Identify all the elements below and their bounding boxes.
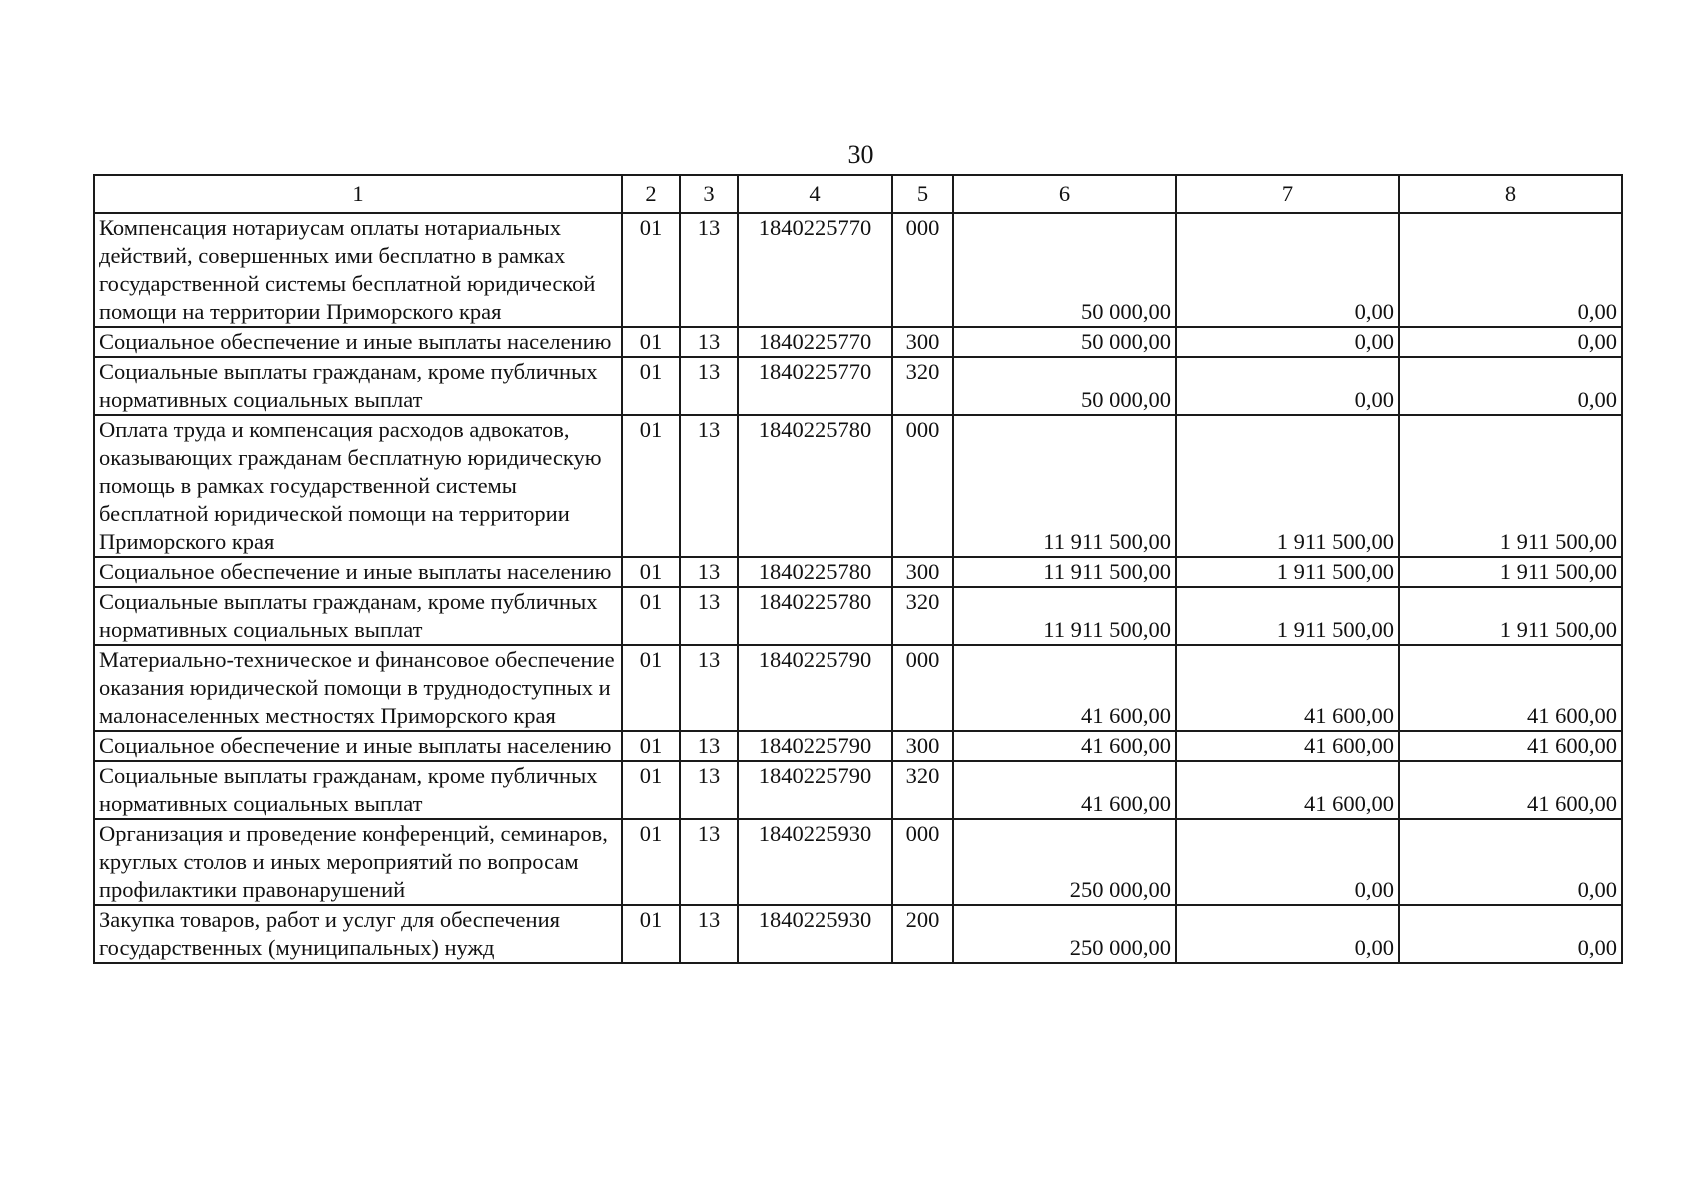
row-description: Организация и проведение конференций, семинаров, круглых столов и иных мероприятий по вопросам профилактики правонарушений	[94, 819, 622, 905]
row-amount-6: 11 911 500,00	[953, 415, 1176, 557]
row-code-5: 300	[892, 731, 953, 761]
row-code-5: 300	[892, 557, 953, 587]
row-amount-8: 0,00	[1399, 819, 1622, 905]
row-code-4: 1840225930	[738, 905, 892, 963]
row-code-5: 320	[892, 357, 953, 415]
row-amount-8: 0,00	[1399, 905, 1622, 963]
row-amount-6: 50 000,00	[953, 213, 1176, 327]
row-amount-8: 1 911 500,00	[1399, 587, 1622, 645]
row-code-3: 13	[680, 213, 738, 327]
row-amount-8: 0,00	[1399, 357, 1622, 415]
header-cell-7: 7	[1176, 175, 1399, 213]
table-row	[94, 761, 1622, 819]
row-code-5: 320	[892, 761, 953, 819]
row-code-4: 1840225780	[738, 557, 892, 587]
table-row	[94, 587, 1622, 645]
row-code-2: 01	[622, 819, 680, 905]
page-number: 30	[847, 140, 874, 169]
table-row	[94, 905, 1622, 963]
row-amount-6: 50 000,00	[953, 327, 1176, 357]
row-amount-7: 1 911 500,00	[1176, 587, 1399, 645]
row-code-5: 320	[892, 587, 953, 645]
row-amount-7: 41 600,00	[1176, 645, 1399, 731]
row-code-3: 13	[680, 415, 738, 557]
header-row	[94, 175, 1622, 213]
row-amount-8: 0,00	[1399, 213, 1622, 327]
row-amount-7: 1 911 500,00	[1176, 415, 1399, 557]
row-code-5: 000	[892, 819, 953, 905]
row-code-3: 13	[680, 357, 738, 415]
row-description: Закупка товаров, работ и услуг для обеспечения государственных (муниципальных) нужд	[94, 905, 622, 963]
row-amount-6: 50 000,00	[953, 357, 1176, 415]
table-row	[94, 731, 1622, 761]
row-amount-6: 250 000,00	[953, 819, 1176, 905]
row-description: Материально-техническое и финансовое обеспечение оказания юридической помощи в труднодоступных и малонаселенных местностях Приморского края	[94, 645, 622, 731]
header-cell-6: 6	[953, 175, 1176, 213]
row-code-3: 13	[680, 819, 738, 905]
row-code-3: 13	[680, 731, 738, 761]
header-cell-3: 3	[680, 175, 738, 213]
row-amount-7: 0,00	[1176, 213, 1399, 327]
row-code-5: 000	[892, 213, 953, 327]
row-code-4: 1840225770	[738, 327, 892, 357]
row-amount-6: 41 600,00	[953, 645, 1176, 731]
row-amount-7: 0,00	[1176, 819, 1399, 905]
row-code-2: 01	[622, 357, 680, 415]
row-description: Социальное обеспечение и иные выплаты населению	[94, 327, 622, 357]
row-code-4: 1840225770	[738, 357, 892, 415]
row-code-2: 01	[622, 731, 680, 761]
row-code-5: 200	[892, 905, 953, 963]
row-description: Оплата труда и компенсация расходов адвокатов, оказывающих гражданам бесплатную юридическую помощь в рамках государственной системы бесплатной юридической помощи на территории Приморского края	[94, 415, 622, 557]
row-amount-6: 11 911 500,00	[953, 587, 1176, 645]
row-code-4: 1840225780	[738, 587, 892, 645]
table-row	[94, 357, 1622, 415]
row-amount-6: 250 000,00	[953, 905, 1176, 963]
header-cell-8: 8	[1399, 175, 1622, 213]
table-row	[94, 645, 1622, 731]
row-code-2: 01	[622, 905, 680, 963]
row-amount-7: 0,00	[1176, 357, 1399, 415]
row-amount-7: 0,00	[1176, 905, 1399, 963]
row-amount-8: 1 911 500,00	[1399, 557, 1622, 587]
row-code-5: 000	[892, 415, 953, 557]
row-code-2: 01	[622, 327, 680, 357]
row-code-2: 01	[622, 645, 680, 731]
header-cell-2: 2	[622, 175, 680, 213]
row-amount-8: 41 600,00	[1399, 761, 1622, 819]
row-amount-8: 1 911 500,00	[1399, 415, 1622, 557]
table-row	[94, 819, 1622, 905]
row-code-5: 300	[892, 327, 953, 357]
row-description: Социальное обеспечение и иные выплаты населению	[94, 731, 622, 761]
row-amount-6: 11 911 500,00	[953, 557, 1176, 587]
row-amount-8: 0,00	[1399, 327, 1622, 357]
row-description: Социальные выплаты гражданам, кроме публичных нормативных социальных выплат	[94, 761, 622, 819]
row-code-3: 13	[680, 761, 738, 819]
row-amount-7: 0,00	[1176, 327, 1399, 357]
table-row	[94, 213, 1622, 327]
row-code-2: 01	[622, 587, 680, 645]
header-cell-4: 4	[738, 175, 892, 213]
row-code-4: 1840225780	[738, 415, 892, 557]
row-description: Социальные выплаты гражданам, кроме публичных нормативных социальных выплат	[94, 357, 622, 415]
row-code-4: 1840225770	[738, 213, 892, 327]
row-amount-6: 41 600,00	[953, 761, 1176, 819]
table-body	[94, 175, 1622, 963]
row-code-5: 000	[892, 645, 953, 731]
table-row	[94, 557, 1622, 587]
row-description: Социальные выплаты гражданам, кроме публичных нормативных социальных выплат	[94, 587, 622, 645]
row-code-3: 13	[680, 327, 738, 357]
row-amount-8: 41 600,00	[1399, 645, 1622, 731]
row-code-4: 1840225790	[738, 731, 892, 761]
budget-table	[93, 174, 1623, 964]
row-code-4: 1840225790	[738, 761, 892, 819]
row-code-2: 01	[622, 415, 680, 557]
header-cell-1: 1	[94, 175, 622, 213]
row-code-3: 13	[680, 905, 738, 963]
header-cell-5: 5	[892, 175, 953, 213]
row-amount-8: 41 600,00	[1399, 731, 1622, 761]
row-code-2: 01	[622, 557, 680, 587]
table-row	[94, 327, 1622, 357]
table-row	[94, 415, 1622, 557]
row-amount-7: 41 600,00	[1176, 761, 1399, 819]
row-amount-7: 1 911 500,00	[1176, 557, 1399, 587]
row-code-4: 1840225930	[738, 819, 892, 905]
row-description: Социальное обеспечение и иные выплаты населению	[94, 557, 622, 587]
row-amount-6: 41 600,00	[953, 731, 1176, 761]
row-code-3: 13	[680, 557, 738, 587]
row-code-4: 1840225790	[738, 645, 892, 731]
row-code-2: 01	[622, 213, 680, 327]
row-code-2: 01	[622, 761, 680, 819]
row-code-3: 13	[680, 587, 738, 645]
row-description: Компенсация нотариусам оплаты нотариальных действий, совершенных ими бесплатно в рамках государственной системы бесплатной юридической помощи на территории Приморского края	[94, 213, 622, 327]
row-amount-7: 41 600,00	[1176, 731, 1399, 761]
row-code-3: 13	[680, 645, 738, 731]
